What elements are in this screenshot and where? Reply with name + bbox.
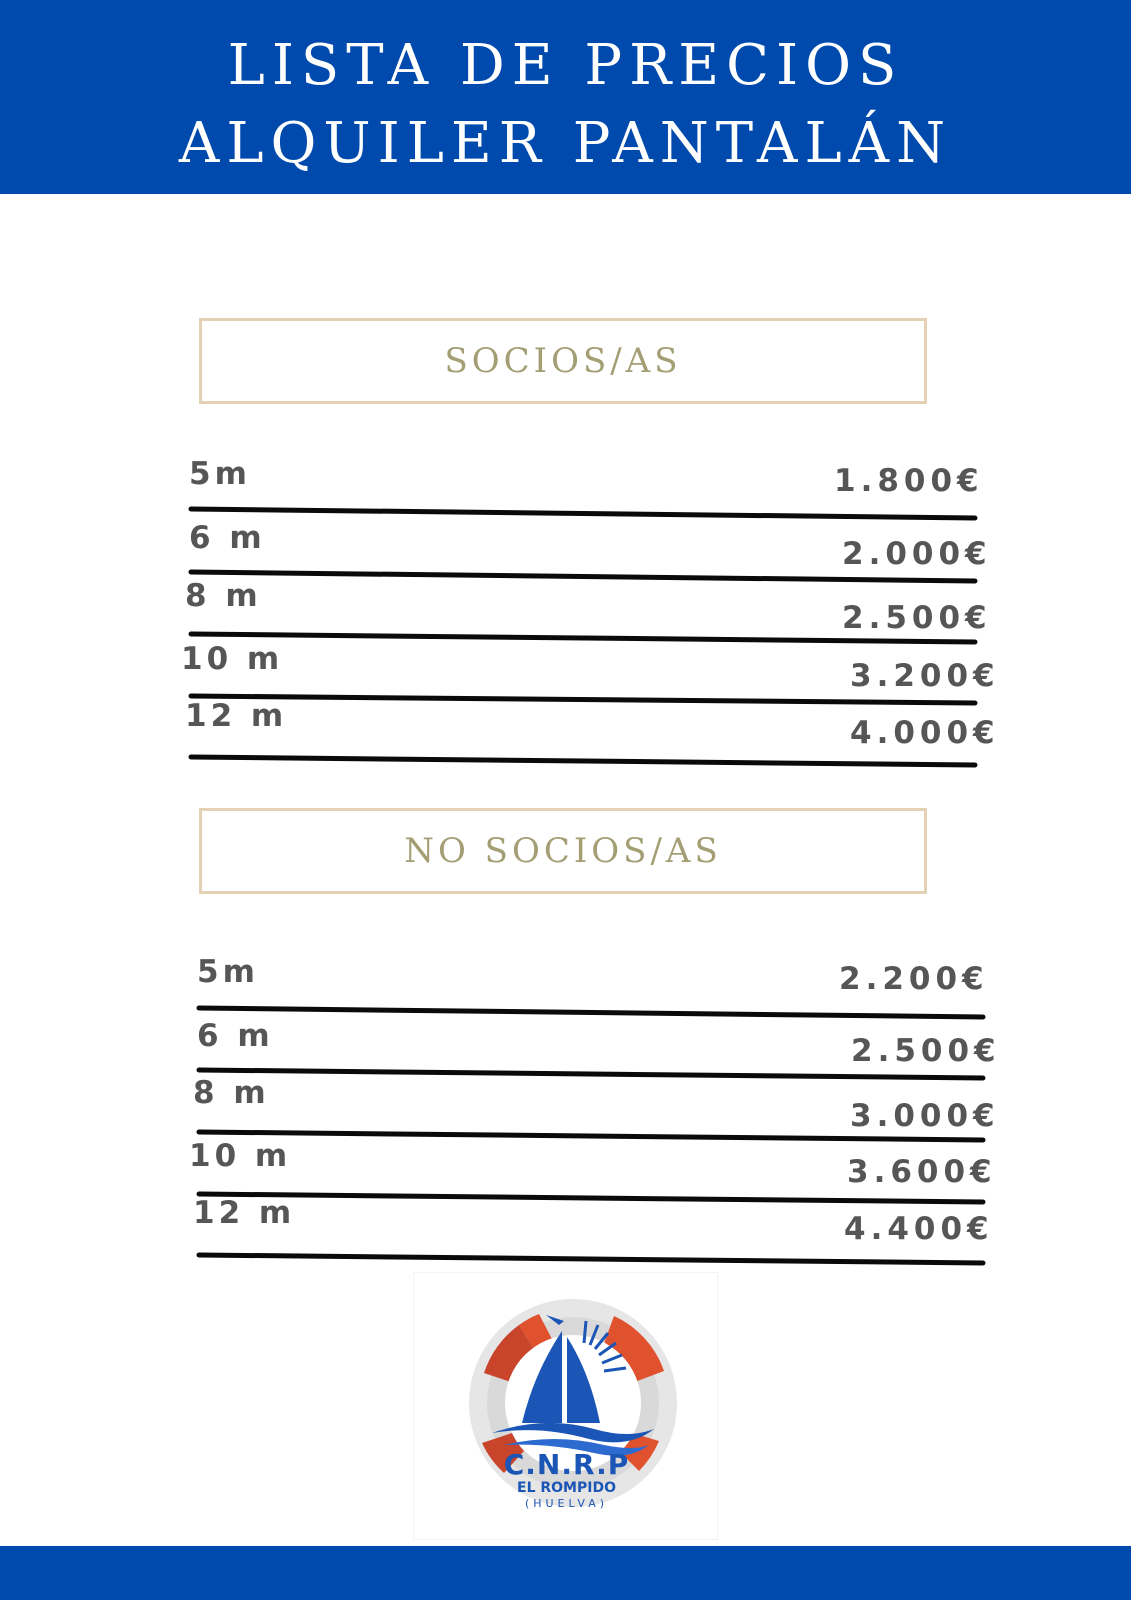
nonmembers-length-8m: 8 m [193, 1075, 270, 1111]
members-divider-2 [191, 572, 975, 581]
club-logo [413, 1272, 718, 1540]
nonmembers-price-12m: 4.400€ [844, 1211, 994, 1247]
nonmembers-length-5m: 5m [197, 954, 259, 990]
nonmembers-length-12m: 12 m [193, 1195, 296, 1231]
nonmembers-heading: NO SOCIOS/AS [199, 808, 927, 894]
members-divider-3 [191, 634, 975, 642]
nonmembers-price-8m: 3.000€ [850, 1098, 1000, 1134]
members-divider-5 [191, 757, 975, 765]
members-length-10m: 10 m [181, 641, 284, 677]
members-price-6m: 2.000€ [842, 536, 992, 572]
nonmembers-length-6m: 6 m [197, 1018, 274, 1054]
nonmembers-divider-4 [199, 1194, 983, 1202]
nonmembers-divider-1 [199, 1008, 983, 1017]
members-length-6m: 6 m [189, 520, 266, 556]
members-divider-4 [191, 696, 975, 703]
title-line-1: LISTA DE PRECIOS [227, 33, 904, 98]
members-heading: SOCIOS/AS [199, 318, 927, 404]
nonmembers-length-10m: 10 m [189, 1138, 292, 1174]
nonmembers-divider-5 [199, 1255, 983, 1263]
footer-banner [0, 1546, 1131, 1600]
nonmembers-price-5m: 2.200€ [839, 961, 989, 997]
nonmembers-divider-3 [199, 1132, 983, 1140]
nonmembers-price-6m: 2.500€ [851, 1033, 1001, 1069]
logo-text-cnrp: C.N.R.P [503, 1448, 630, 1481]
nonmembers-divider-2 [199, 1070, 983, 1078]
members-price-10m: 3.200€ [850, 658, 1000, 694]
title-line-2: ALQUILER PANTALÁN [178, 111, 953, 176]
members-price-12m: 4.000€ [850, 715, 1000, 751]
members-price-8m: 2.500€ [842, 600, 992, 636]
members-divider-1 [191, 509, 975, 518]
members-length-12m: 12 m [185, 698, 288, 734]
members-length-8m: 8 m [185, 578, 262, 614]
logo-text-huelva: (HUELVA) [524, 1497, 609, 1510]
nonmembers-price-10m: 3.600€ [847, 1154, 997, 1190]
members-price-5m: 1.800€ [834, 463, 984, 499]
logo-text-el-rompido: EL ROMPIDO [517, 1480, 616, 1496]
members-length-5m: 5m [189, 456, 251, 492]
